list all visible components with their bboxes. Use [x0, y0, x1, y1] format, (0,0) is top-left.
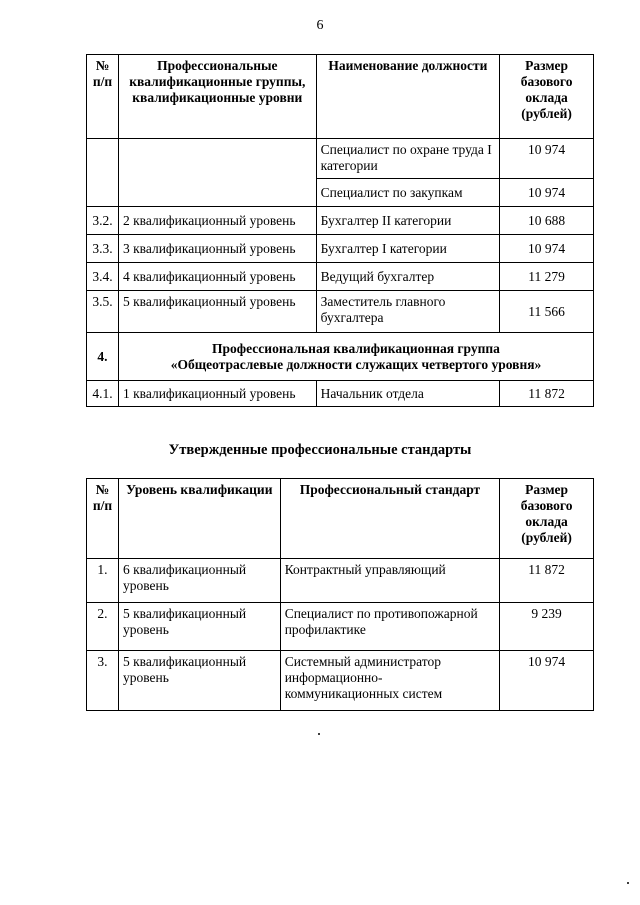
row-level: 3 квалификационный уровень — [118, 235, 316, 263]
row-level: 2 квалификационный уровень — [118, 207, 316, 235]
row-num: 1. — [87, 559, 119, 603]
row-level: 6 квалификационный уровень — [118, 559, 280, 603]
table-row — [87, 291, 594, 333]
row-level: 4 квалификационный уровень — [118, 263, 316, 291]
page-number: 6 — [316, 18, 324, 33]
table-row — [87, 559, 594, 603]
group-title-line1: Профессиональная квалификационная группа — [212, 340, 500, 356]
header-num: № п/п — [87, 55, 119, 139]
header-salary: Размер базового оклада (рублей) — [500, 479, 594, 559]
row-num: 3. — [87, 651, 119, 711]
group-num: 4. — [87, 333, 119, 381]
row-salary: 10 974 — [500, 651, 594, 711]
table-row — [87, 235, 594, 263]
row-num: 3.2. — [87, 207, 119, 235]
row-position: Бухгалтер II категории — [316, 207, 500, 235]
row-position: Начальник отдела — [316, 381, 500, 407]
row-level: 1 квалификационный уровень — [118, 381, 316, 407]
row-level: 5 квалификационный уровень — [118, 603, 280, 651]
row-salary: 11 872 — [500, 381, 594, 407]
row-num: 4.1. — [87, 381, 119, 407]
table-row — [87, 207, 594, 235]
row-standard: Контрактный управляющий — [280, 559, 499, 603]
row-salary: 10 974 — [500, 179, 594, 207]
row-num: 3.5. — [87, 291, 119, 333]
row-salary: 11 279 — [500, 263, 594, 291]
scan-speck — [627, 882, 629, 884]
row-salary: 11 872 — [500, 559, 594, 603]
section-title: Утвержденные профессиональные стандарты — [168, 442, 472, 458]
group-title-line2: «Общеотраслевые должности служащих четвертого уровня» — [170, 356, 542, 372]
table-row — [87, 603, 594, 651]
row-position: Заместитель главного бухгалтера — [316, 291, 500, 333]
row-num: 3.4. — [87, 263, 119, 291]
salary-table-standards — [86, 478, 594, 711]
header-position: Наименование должности — [316, 55, 500, 139]
table-header-row — [87, 55, 594, 139]
row-num — [87, 139, 119, 207]
row-position: Специалист по охране труда I категории — [316, 139, 500, 179]
scan-speck — [318, 733, 320, 735]
row-level: 5 квалификационный уровень — [118, 291, 316, 333]
row-salary: 11 566 — [500, 291, 594, 333]
row-salary: 10 974 — [500, 235, 594, 263]
row-level: 5 квалификационный уровень — [118, 651, 280, 711]
table-row — [87, 381, 594, 407]
salary-table-groups — [86, 54, 594, 407]
header-salary: Размер базового оклада (рублей) — [500, 55, 594, 139]
row-salary: 9 239 — [500, 603, 594, 651]
row-num: 3.3. — [87, 235, 119, 263]
group-title — [118, 333, 593, 381]
table-row — [87, 651, 594, 711]
row-position: Бухгалтер I категории — [316, 235, 500, 263]
row-level — [118, 139, 316, 207]
row-position: Ведущий бухгалтер — [316, 263, 500, 291]
header-num: № п/п — [87, 479, 119, 559]
table-header-row — [87, 479, 594, 559]
table-row — [87, 139, 594, 179]
table-row — [87, 263, 594, 291]
header-level: Уровень квалификации — [118, 479, 280, 559]
row-position: Специалист по закупкам — [316, 179, 500, 207]
row-standard: Системный администратор информационно-коммуникационных систем — [280, 651, 499, 711]
row-salary: 10 974 — [500, 139, 594, 179]
group-header-row — [87, 333, 594, 381]
header-group: Профессиональные квалификационные группы, квалификационные уровни — [118, 55, 316, 139]
row-num: 2. — [87, 603, 119, 651]
header-standard: Профессиональный стандарт — [280, 479, 499, 559]
row-standard: Специалист по противопожарной профилактике — [280, 603, 499, 651]
row-salary: 10 688 — [500, 207, 594, 235]
